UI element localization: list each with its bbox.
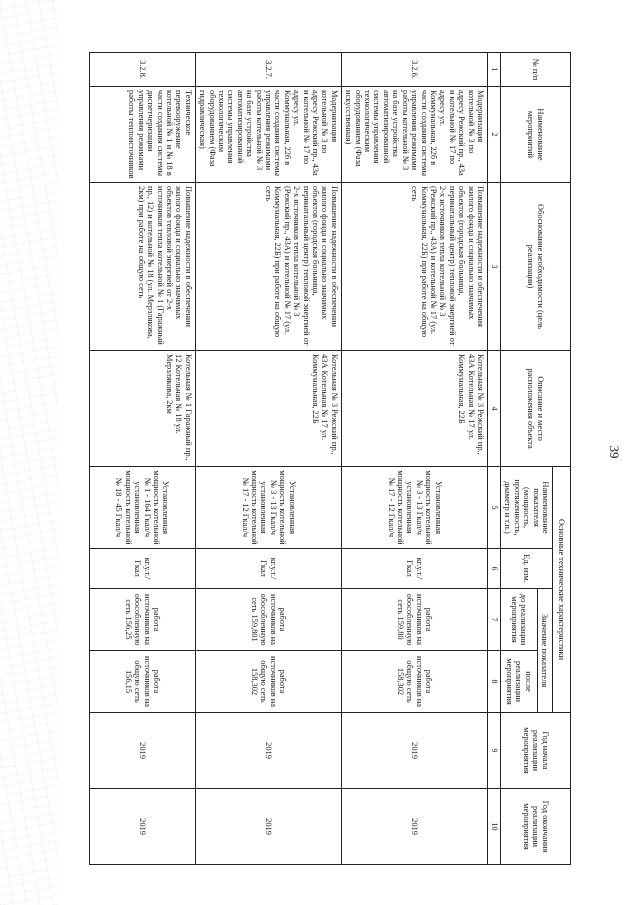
header-end-year: Год окончания реализации мероприятия <box>500 789 570 865</box>
param-cell: Установленная мощность котельной № 3 - 13 Гкал/ч установленная мощность котельной № 17 - 12 Гкал/ч <box>195 467 341 549</box>
column-number: 1 <box>487 53 500 87</box>
header-before: до реализации мероприятия <box>500 589 537 651</box>
header-after: после реализации мероприятия <box>500 651 537 713</box>
row-number: 3.2.7. <box>195 53 341 87</box>
table-row <box>195 53 341 865</box>
scan-edge-noise <box>0 0 58 905</box>
event-cell: Техническое перевооружение котельной № 1 и № 18 в части создания системы диспетчеризации управления режимами работы теплоисточников <box>89 87 195 183</box>
location-cell: Котельная № 1 Гаражный пр., 12 Котельная № 18 ул. Мерзлякова, 2км <box>89 351 195 467</box>
location-cell: Котельная № 3 Режский пр., 43А Котельная № 17 ул. Коммунальная, 22Б <box>341 351 487 467</box>
value-before-cell: работа источников на обособленную сеть 156,25 <box>89 589 195 651</box>
end-year-cell: 2019 <box>89 789 195 865</box>
start-year-cell: 2019 <box>341 713 487 789</box>
event-cell: Модернизация котельной № 3 по адресу Режский пр., 43а и котельной № 17 по адресу ул. Коммунальная, 22б в части создания системы управления режимами работы котельной № 3 на базе устройства автоматизированной системы управления технологическим оборудованием (Фаза гидравлическая) <box>195 87 341 183</box>
page-number: 39 <box>607 445 622 459</box>
header-value-group: Значение показателя <box>537 589 552 713</box>
header-tech-group: Основные технические характеристики <box>553 467 571 713</box>
value-before-cell: работа источников на обособленную сеть 159,80 <box>341 589 487 651</box>
unit-cell: кг.у.т./Гкал <box>195 549 341 589</box>
unit-cell: кг.у.т./Гкал <box>341 549 487 589</box>
column-number: 3 <box>487 183 500 351</box>
param-cell: Установленная мощность котельной № 3 - 13 Гкал/ч установленная мощность котельной № 17 - 12 Гкал/ч <box>341 467 487 549</box>
column-number-row <box>487 53 500 865</box>
column-number: 8 <box>487 651 500 713</box>
location-cell: Котельная № 3 Режский пр., 43А Котельная № 17 ул. Коммунальная, 22Б <box>195 351 341 467</box>
column-number: 6 <box>487 549 500 589</box>
table-row <box>341 53 487 865</box>
activities-table <box>89 52 571 865</box>
justification-cell: Повышение надежности в обеспечении жилого фонда и социально значимых объектов тепловой энергией от 2-х источников тепла котельной № 1 (Гаражный пр., 12) и котельной № 18 (ул. Мерзлякова, 2км) при работе на общую сеть <box>89 183 195 351</box>
row-number: 3.2.8. <box>89 53 195 87</box>
value-before-cell: работа источников на обособленную сеть 159,801 <box>195 589 341 651</box>
value-after-cell: работа источников на общую сеть 156,15 <box>89 651 195 713</box>
table-row <box>89 53 195 865</box>
header-justification: Обоснование необходимости (цель реализации) <box>500 183 570 351</box>
justification-cell: Повышение надежности и обеспечения жилого фонда и социально значимых объектов (городская больница, перинатальный центр) тепловой энергией от 2-х источников тепла котельной № 3 (Режский пр., 43А) и котельной № 17 (ул. Коммунальная, 22Б) при работе на общую сеть <box>341 183 487 351</box>
column-number: 10 <box>487 789 500 865</box>
column-number: 2 <box>487 87 500 183</box>
header-start-year: Год начала реализации мероприятия <box>500 713 570 789</box>
event-cell: Модернизация котельной № 3 по адресу Режский пр., 43а и котельной № 17 по адресу ул. Коммунальная, 22б в части создания системы управления режимами работы котельной № 3 на базе устройства автоматизированной системы управления технологическим оборудованием (Фаза искусственная) <box>341 87 487 183</box>
justification-cell: Повышение надежности в обеспечении жилого фонда и социально значимых объектов (городская больница, перинатальный центр) тепловой энергией от 2-х источников тепла котельной № 3 (Режский пр., 43А) и котельной № 17 (ул. Коммунальная, 22Б) при работе на общую сеть <box>195 183 341 351</box>
value-after-cell: работа источников на общую сеть 158,302 <box>341 651 487 713</box>
param-cell: Установленная мощность котельной № 1 - 164 Гкал/ч установленная мощность котельной № 18 - 45 Гкал/ч <box>89 467 195 549</box>
row-number: 3.2.6. <box>341 53 487 87</box>
column-number: 9 <box>487 713 500 789</box>
start-year-cell: 2019 <box>89 713 195 789</box>
end-year-cell: 2019 <box>341 789 487 865</box>
end-year-cell: 2019 <box>195 789 341 865</box>
column-number: 4 <box>487 351 500 467</box>
header-param-name: Наименование показателя (мощность, протяженность, диаметр и т.п.) <box>500 467 552 549</box>
header-number: № п/п <box>500 53 570 87</box>
header-unit: Ед. изм. <box>500 549 552 589</box>
header-location: Описание и место расположения объекта <box>500 351 570 467</box>
header-row-1 <box>553 53 571 865</box>
header-event: Наименование мероприятий <box>500 87 570 183</box>
column-number: 7 <box>487 589 500 651</box>
value-after-cell: работа источников на общую сеть 158,302 <box>195 651 341 713</box>
start-year-cell: 2019 <box>195 713 341 789</box>
unit-cell: кг.у.т./Гкал <box>89 549 195 589</box>
rotated-table-container <box>99 52 571 864</box>
column-number: 5 <box>487 467 500 549</box>
